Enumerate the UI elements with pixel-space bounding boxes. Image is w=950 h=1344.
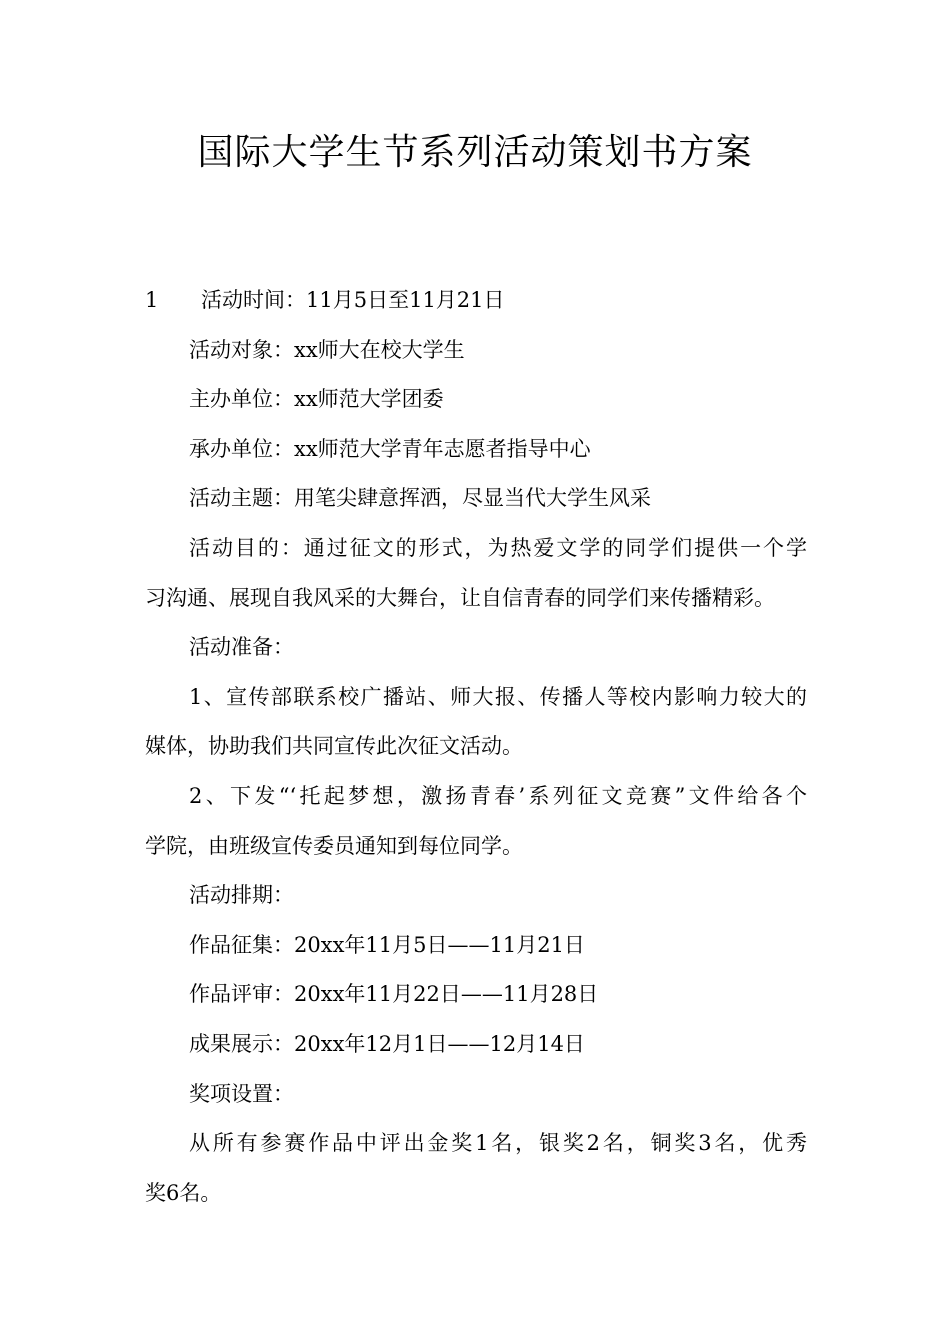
preparation-item-2-line-1: 2、下发“‘托起梦想，激扬青春’系列征文竞赛”文件给各个 — [189, 783, 807, 808]
awards-line-1: 从所有参赛作品中评出金奖1名，银奖2名，铜奖3名，优秀 — [189, 1131, 807, 1156]
schedule-heading: 活动排期： — [189, 883, 294, 908]
preparation-item-2-line-2: 学院，由班级宣传委员通知到每位同学。 — [145, 833, 523, 858]
activity-purpose-line-2: 习沟通、展现自我风采的大舞台，让自信青春的同学们来传播精彩。 — [145, 585, 775, 610]
activity-time-line — [145, 276, 807, 326]
host-unit-line: 主办单位：xx师范大学团委 — [189, 387, 444, 412]
awards-heading: 奖项设置： — [189, 1081, 294, 1106]
organizer-unit-line: 承办单位：xx师范大学青年志愿者指导中心 — [189, 436, 591, 461]
schedule-display: 成果展示：20xx年12月1日——12月14日 — [189, 1031, 585, 1056]
schedule-collection: 作品征集：20xx年11月5日——11月21日 — [189, 932, 585, 957]
document-body — [145, 276, 807, 1218]
awards-line-2: 奖6名。 — [145, 1180, 222, 1205]
preparation-item-1-line-1: 1、宣传部联系校广播站、师大报、传播人等校内影响力较大的 — [189, 684, 807, 709]
activity-audience-line: 活动对象：xx师大在校大学生 — [189, 337, 465, 362]
schedule-review: 作品评审：20xx年11月22日——11月28日 — [189, 982, 599, 1007]
preparation-heading: 活动准备： — [189, 635, 294, 660]
activity-time-text: 活动时间：11月5日至11月21日 — [201, 288, 505, 312]
activity-theme-line: 活动主题：用笔尖肆意挥洒，尽显当代大学生风采 — [189, 486, 651, 511]
preparation-item-1-line-2: 媒体，协助我们共同宣传此次征文活动。 — [145, 734, 523, 759]
list-number: 1 — [145, 288, 159, 312]
document-title: 国际大学生节系列活动策划书方案 — [197, 132, 753, 173]
activity-purpose-line-1: 活动目的：通过征文的形式，为热爱文学的同学们提供一个学 — [189, 535, 807, 560]
